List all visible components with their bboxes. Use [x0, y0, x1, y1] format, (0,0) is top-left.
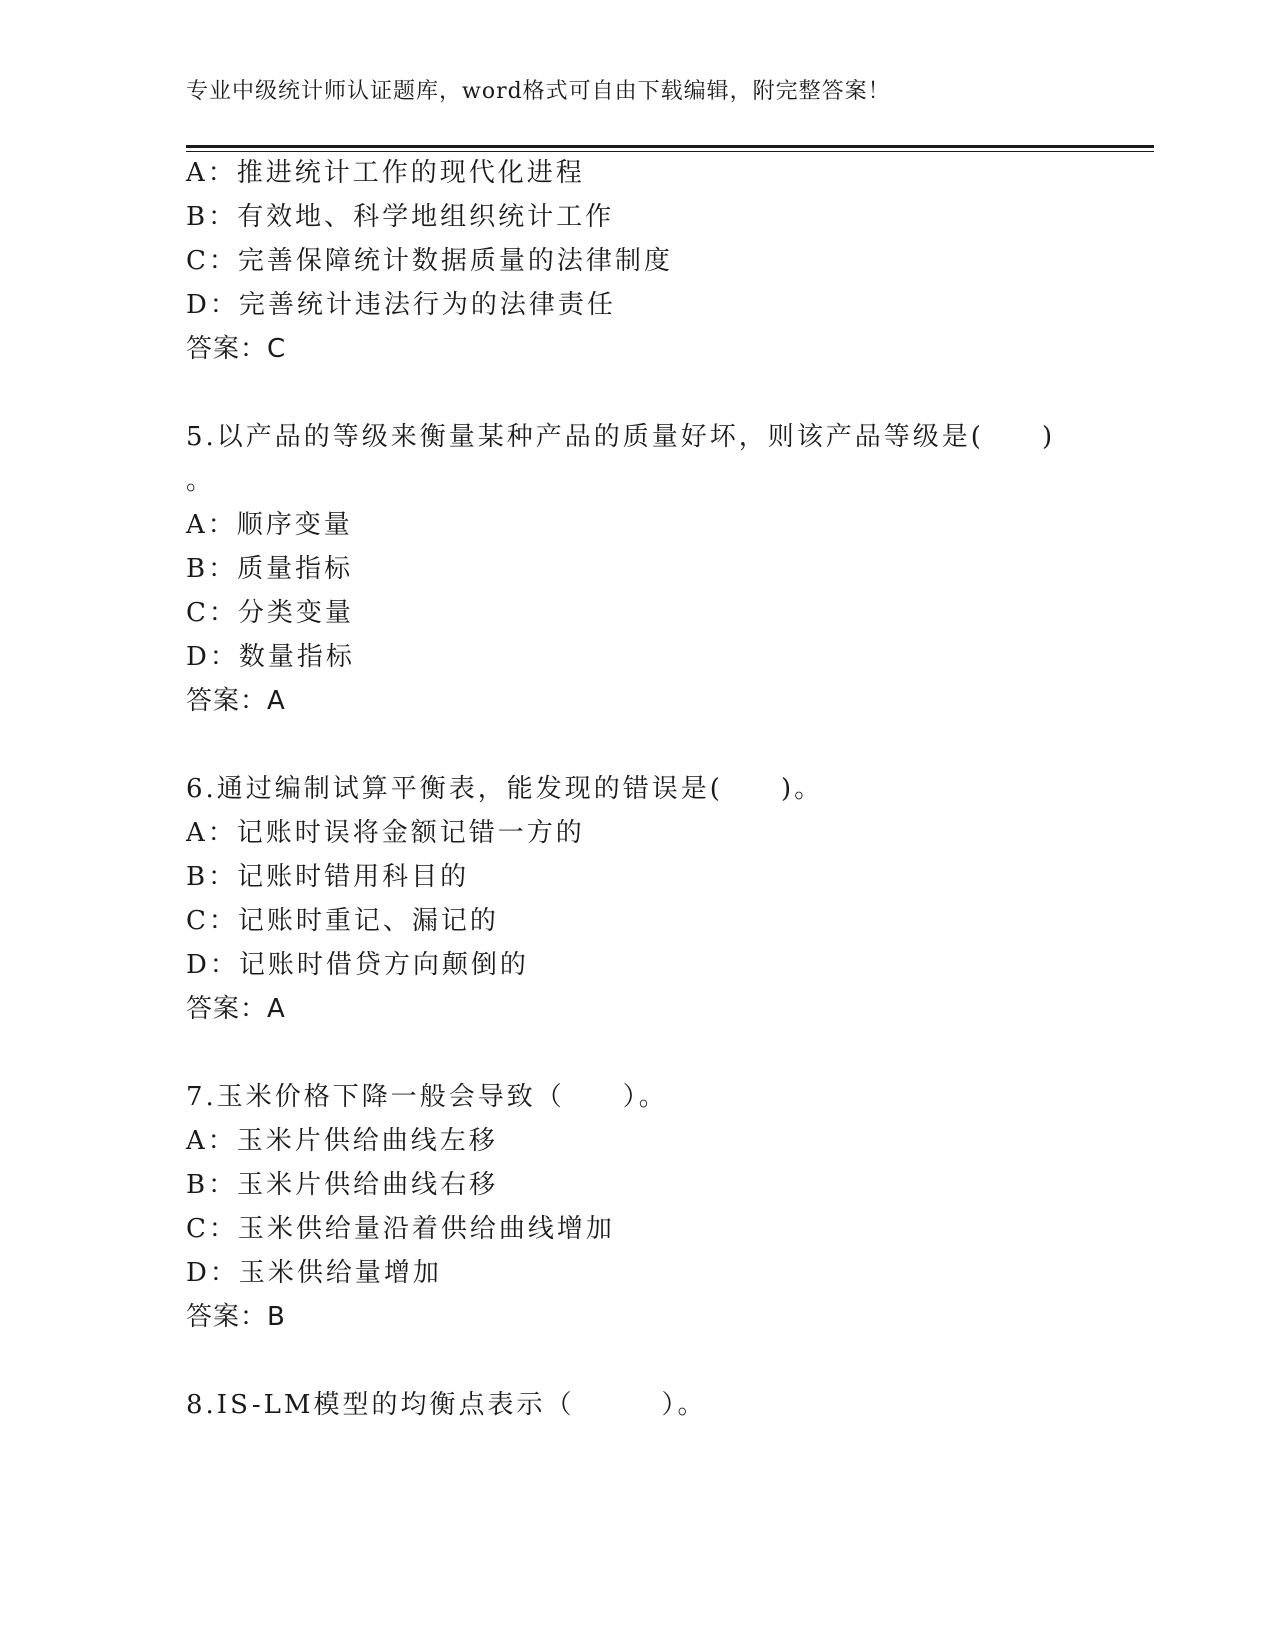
q5-option-b: B：质量指标	[186, 554, 354, 584]
q4-option-c: C：完善保障统计数据质量的法律制度	[186, 246, 673, 276]
q6-option-c: C：记账时重记、漏记的	[186, 906, 499, 936]
q6-option-b: B：记账时错用科目的	[186, 862, 470, 892]
q4-answer: 答案：C	[186, 334, 287, 364]
q7-answer: 答案：B	[186, 1302, 286, 1332]
q5-option-d: D：数量指标	[186, 642, 355, 672]
q5-question-cont: 。	[186, 466, 216, 496]
q5-option-c: C：分类变量	[186, 598, 354, 628]
q6-option-d: D：记账时借贷方向颠倒的	[186, 950, 529, 980]
q6-option-a: A：记账时误将金额记错一方的	[186, 818, 585, 848]
q7-option-c: C：玉米供给量沿着供给曲线增加	[186, 1214, 615, 1244]
q7-option-a: A：玉米片供给曲线左移	[186, 1126, 498, 1156]
q7-option-b: B：玉米片供给曲线右移	[186, 1170, 499, 1200]
q5-option-a: A：顺序变量	[186, 510, 353, 540]
q4-option-a: A：推进统计工作的现代化进程	[186, 158, 585, 188]
q6-answer: 答案：A	[186, 994, 286, 1024]
header-rule-thick	[186, 145, 1154, 148]
q8-question: 8.IS-LM模型的均衡点表示（ ）。	[186, 1390, 707, 1420]
q5-question: 5.以产品的等级来衡量某种产品的质量好坏，则该产品等级是( )	[186, 422, 1056, 452]
q6-question: 6.通过编制试算平衡表，能发现的错误是( )。	[186, 774, 824, 804]
q5-answer: 答案：A	[186, 686, 286, 716]
q7-question: 7.玉米价格下降一般会导致（ ）。	[186, 1082, 668, 1112]
q7-option-d: D：玉米供给量增加	[186, 1258, 442, 1288]
q4-option-d: D：完善统计违法行为的法律责任	[186, 290, 616, 320]
q4-option-b: B：有效地、科学地组织统计工作	[186, 202, 615, 232]
header-rule-thin	[186, 151, 1154, 152]
page-header: 专业中级统计师认证题库，word格式可自由下载编辑，附完整答案！	[186, 79, 891, 104]
